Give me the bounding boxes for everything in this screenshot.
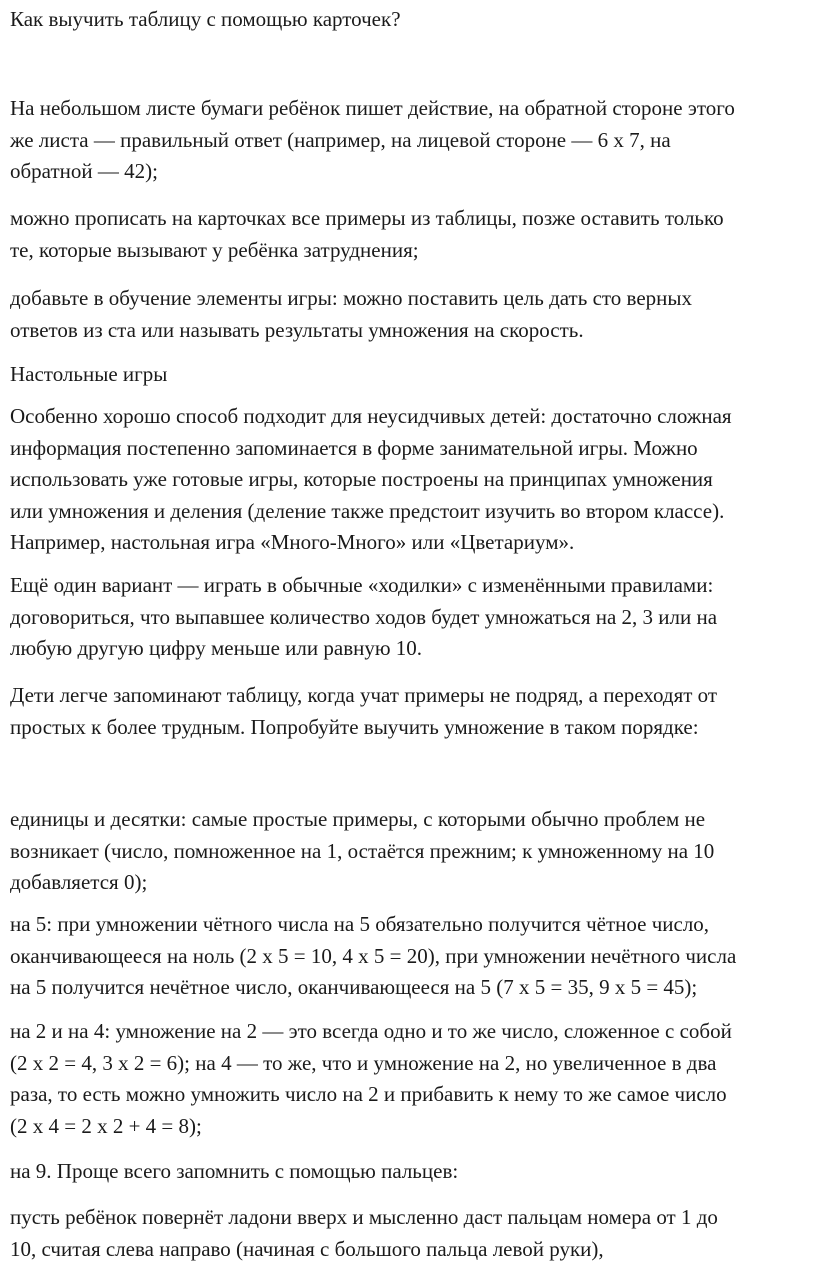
text-line: возникает (число, помноженное на 1, остаётся прежним; к умноженному на 10 (10, 838, 715, 863)
paragraph-learning-order (10, 680, 717, 743)
paragraph-cards-all-examples (10, 203, 724, 266)
text-line: Особенно хорошо способ подходит для неусидчивых детей: достаточно сложная (10, 404, 732, 428)
text-line: раза, то есть можно умножить число на 2 и прибавить к нему то же самое число (10, 1082, 727, 1106)
paragraph-times-five (10, 909, 736, 1004)
paragraph-fingers (10, 1202, 718, 1265)
text-line: на 9. Проще всего запомнить с помощью пальцев: (10, 1159, 459, 1183)
text-line: добавляется 0); (10, 870, 148, 894)
text-line: же листа — правильный ответ (например, на лицевой стороне — 6 х 7, на (10, 127, 671, 152)
page-title: Как выучить таблицу с помощью карточек? (10, 7, 401, 31)
text-line: на 5 получится нечётное число, оканчивающееся на 5 (7 х 5 = 35, 9 х 5 = 45); (10, 975, 698, 999)
text-line: можно прописать на карточках все примеры из таблицы, позже оставить только (10, 206, 724, 230)
text-line: или умножения и деления (деление также предстоит изучить во втором классе). (10, 498, 725, 523)
text-line: (2 х 2 = 4, 3 х 2 = 6); на 4 — то же, что и умножение на 2, но увеличенное в два (10, 1050, 717, 1075)
paragraph-times-two-four (10, 1016, 732, 1142)
paragraph-board-games (10, 401, 732, 559)
section-heading-board-games (10, 359, 167, 391)
text-line: Ещё один вариант — играть в обычные «ходилки» с изменёнными правилами: (10, 573, 714, 597)
text-line: Дети легче запоминают таблицу, когда учат примеры не подряд, а переходят от (10, 683, 718, 707)
text-line: На небольшом листе бумаги ребёнок пишет действие, на обратной стороне этого (10, 96, 735, 120)
text-line: пусть ребёнок повернёт ладони вверх и мысленно даст пальцам номера от 1 до (10, 1205, 718, 1229)
text-line: (2 х 4 = 2 х 2 + 4 = 8); (10, 1113, 202, 1138)
text-line: информация постепенно запоминается в форме занимательной игры. Можно (10, 435, 698, 460)
text-line: любую другую цифру меньше или равную 10. (10, 636, 423, 660)
text-line: на 2 и на 4: умножение на 2 — это всегда одно и то же число, сложенное с собой (10, 1019, 732, 1043)
paragraph-ones-and-tens (10, 804, 714, 899)
text-line: добавьте в обучение элементы игры: можно поставить цель дать сто верных (10, 286, 692, 310)
paragraph-cards-description (10, 93, 735, 188)
text-line: обратной — 42); (10, 159, 158, 183)
text-line: простых к более трудным. Попробуйте выучить умножение в таком порядке: (10, 714, 699, 739)
paragraph-walking-games (10, 570, 717, 665)
text-line: Например, настольная игра «Много-Много» или «Цветариум». (10, 530, 575, 554)
paragraph-game-elements (10, 283, 692, 346)
text-line: 10, считая слева направо (начиная с большого пальца левой руки), (10, 1236, 604, 1261)
text-line: единицы и десятки: самые простые примеры, с которыми обычно проблем не (10, 807, 706, 831)
text-line: ответов из ста или называть результаты умножения на скорость. (10, 317, 584, 342)
text-line: договориться, что выпавшее количество ходов будет умножаться на 2, 3 или на (10, 604, 718, 629)
text-line: использовать уже готовые игры, которые построены на принципах умножения (10, 467, 713, 491)
text-line: Настольные игры (10, 362, 168, 386)
text-line: те, которые вызывают у ребёнка затруднения; (10, 237, 419, 262)
text-line: оканчивающееся на ноль (2 х 5 = 10, 4 х 5 = 20), при умножении нечётного числа (10, 943, 737, 968)
text-line: на 5: при умножении чётного числа на 5 обязательно получится чётное число, (10, 912, 710, 936)
paragraph-times-nine (10, 1156, 458, 1188)
